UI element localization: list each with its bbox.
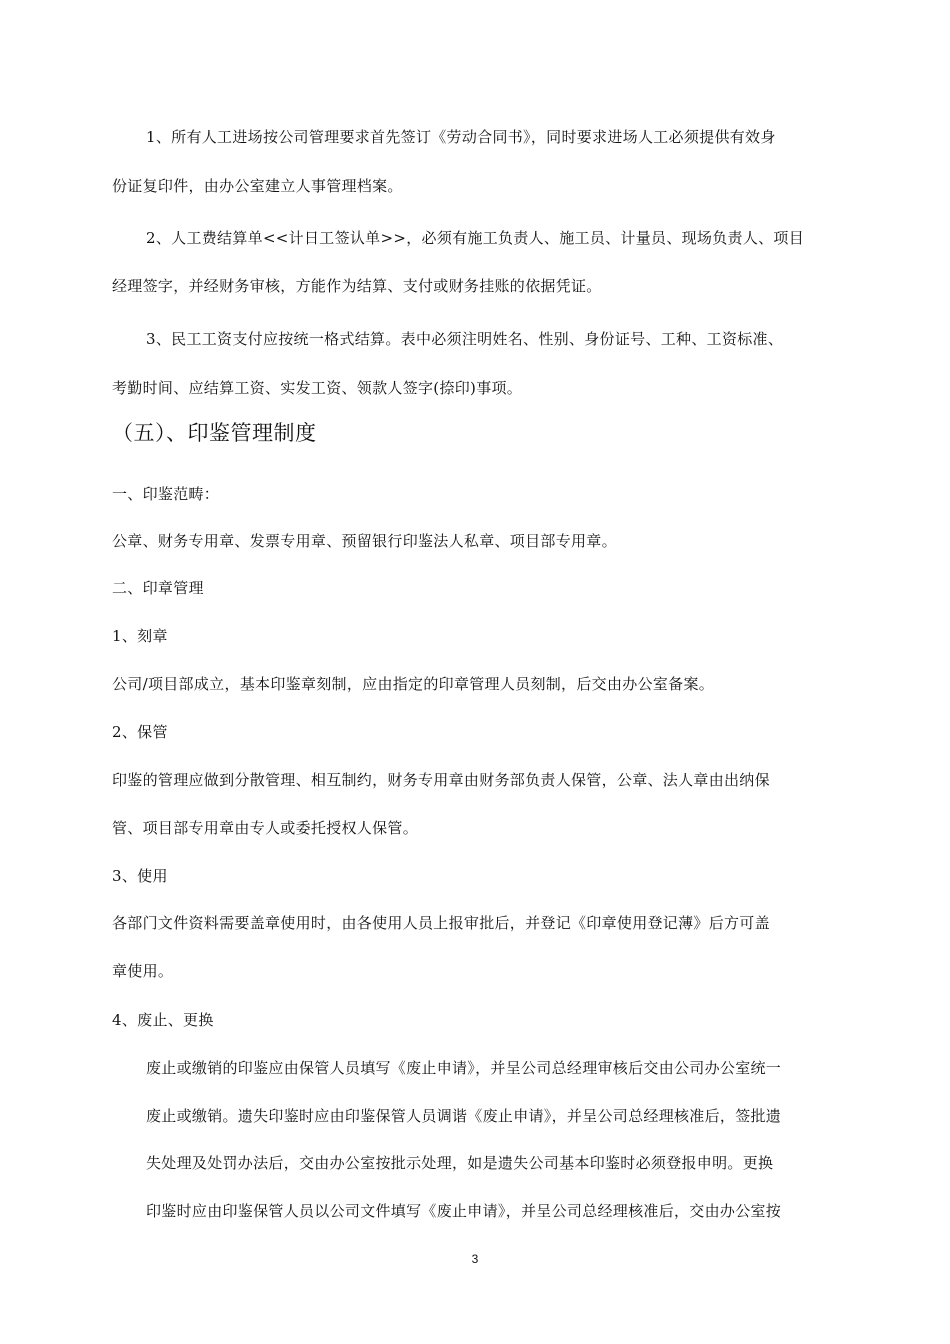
abolish-line-2: 废止或缴销。遗失印鉴时应由印鉴保管人员调谐《废止申请》，并呈公司总经理核准后，签批遗: [146, 1107, 782, 1125]
paragraph-3-line-2: 考勤时间、应结算工资、实发工资、领款人签字(捺印)事项。: [112, 379, 523, 397]
seal-management-heading: 二、印章管理: [112, 579, 204, 597]
use-heading: 3、使用: [112, 867, 168, 885]
paragraph-3-line-1: 3、民工工资支付应按统一格式结算。表中必须注明姓名、性别、身份证号、工种、工资标准、: [146, 330, 784, 348]
section-title: （五）、印鉴管理制度: [112, 421, 317, 445]
custody-line-1: 印鉴的管理应做到分散管理、相互制约，财务专用章由财务部负责人保管，公章、法人章由出纳保: [112, 771, 770, 789]
use-line-1: 各部门文件资料需要盖章使用时，由各使用人员上报审批后，并登记《印章使用登记薄》后方可盖: [112, 914, 770, 932]
seal-scope-heading: 一、印鉴范畴：: [112, 485, 220, 503]
paragraph-1-line-2: 份证复印件，由办公室建立人事管理档案。: [112, 177, 403, 195]
use-line-2: 章使用。: [112, 962, 174, 980]
seal-scope-text: 公章、财务专用章、发票专用章、预留银行印鉴法人私章、项目部专用章。: [112, 532, 617, 550]
abolish-line-1: 废止或缴销的印鉴应由保管人员填写《废止申请》，并呈公司总经理审核后交由公司办公室统一: [146, 1059, 782, 1077]
abolish-line-4: 印鉴时应由印鉴保管人员以公司文件填写《废止申请》，并呈公司总经理核准后，交由办公室按: [146, 1202, 782, 1220]
custody-line-2: 管、项目部专用章由专人或委托授权人保管。: [112, 819, 419, 837]
page-number: 3: [471, 1252, 479, 1266]
paragraph-1-line-1: 1、所有人工进场按公司管理要求首先签订《劳动合同书》，同时要求进场人工必须提供有效身: [146, 128, 776, 146]
paragraph-2-line-1: 2、人工费结算单<<计日工签认单>>，必须有施工负责人、施工员、计量员、现场负责人、项目: [146, 229, 805, 247]
paragraph-2-line-2: 经理签字，并经财务审核，方能作为结算、支付或财务挂账的依据凭证。: [112, 277, 602, 295]
custody-heading: 2、保管: [112, 723, 168, 741]
engrave-text: 公司/项目部成立，基本印鉴章刻制，应由指定的印章管理人员刻制，后交由办公室备案。: [112, 675, 715, 693]
engrave-heading: 1、刻章: [112, 627, 168, 645]
abolish-line-3: 失处理及处罚办法后，交由办公室按批示处理，如是遗失公司基本印鉴时必须登报申明。更换: [146, 1154, 774, 1172]
abolish-heading: 4、废止、更换: [112, 1011, 214, 1029]
